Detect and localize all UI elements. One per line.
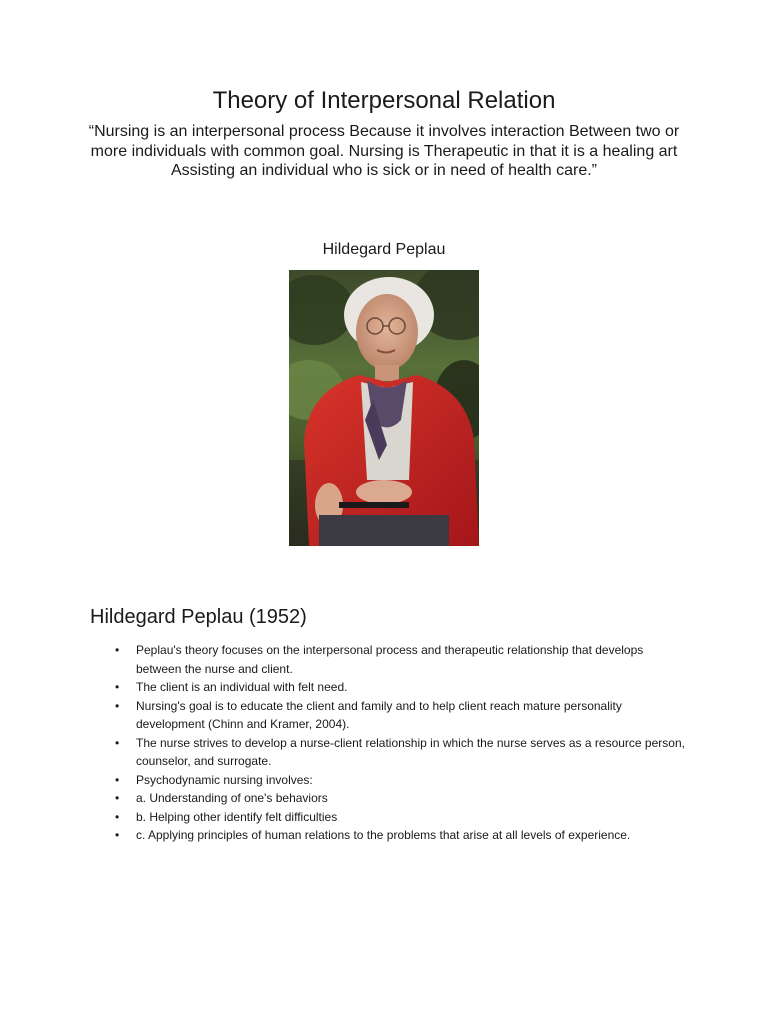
list-item-text: Nursing's goal is to educate the client and family and to help client reach mature personality development (Chinn and Kramer, 2004). (136, 698, 622, 731)
page-title: Theory of Interpersonal Relation (212, 87, 556, 114)
bullet-icon: • (115, 772, 120, 787)
portrait-photo (289, 270, 479, 546)
bullet-icon: • (115, 828, 120, 842)
list-item-text: The nurse strives to develop a nurse-client relationship in which the nurse serves as a resource person, counselor, and surrogate. (136, 735, 685, 768)
nursing-quote: “Nursing is an interpersonal process Because it involves interaction Between two or more individuals with common goal. Nursing is Therapeutic in that it is a healing art Assisting an individual who is sick or in need of health care.” (88, 123, 680, 179)
bullet-icon: • (115, 791, 120, 805)
section-heading: Hildegard Peplau (1952) (90, 606, 307, 628)
list-item-text: a. Understanding of one's behaviors (136, 791, 328, 805)
bullet-icon: • (115, 680, 120, 694)
list-item (90, 697, 690, 734)
list-item-text: The client is an individual with felt need. (136, 680, 348, 694)
list-item (90, 678, 690, 697)
list-item-text: Peplau's theory focuses on the interpersonal process and therapeutic relationship that develops between the nurse and client. (136, 643, 644, 676)
quote-author: Hildegard Peplau (322, 241, 446, 258)
list-item (90, 789, 690, 808)
bullet-icon: • (115, 643, 120, 657)
bullet-icon: • (115, 698, 120, 713)
bullet-icon: • (115, 735, 120, 750)
list-item (90, 808, 690, 827)
list-item-text: c. Applying principles of human relations to the problems that arise at all levels of experience. (136, 828, 631, 842)
list-item (90, 641, 690, 678)
list-item (90, 771, 690, 790)
list-item-text: Psychodynamic nursing involves: (136, 772, 313, 787)
list-item (90, 826, 690, 845)
list-item-text: b. Helping other identify felt difficulties (136, 809, 338, 824)
bullet-list (90, 641, 690, 845)
bullet-icon: • (115, 809, 120, 824)
list-item (90, 734, 690, 771)
